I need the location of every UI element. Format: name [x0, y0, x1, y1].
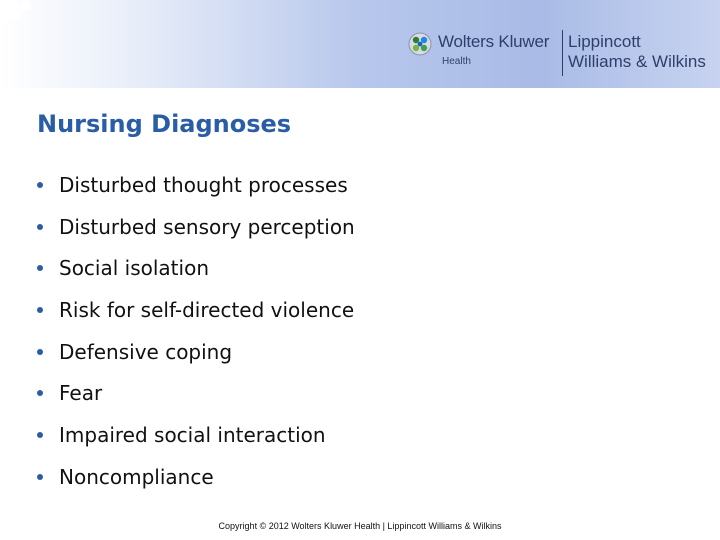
bullet-item: [37, 247, 355, 289]
publisher-logo: [408, 28, 718, 80]
bullet-item: [37, 414, 355, 456]
copyright-footer: [0, 521, 720, 531]
logo-company-name: Wolters Kluwer: [438, 32, 550, 51]
logo-division: Health: [442, 56, 471, 67]
logo-brand: [568, 32, 706, 72]
bullet-text: Defensive coping: [59, 339, 233, 364]
logo-brand-line2: Williams & Wilkins: [568, 52, 706, 71]
bullet-dot-icon: [37, 474, 43, 480]
bullet-text: Fear: [59, 381, 103, 406]
bullet-item: [37, 331, 355, 373]
bullet-item: [37, 372, 355, 414]
bullet-item: [37, 206, 355, 248]
header-band: [0, 0, 720, 88]
bullet-dot-icon: [37, 224, 43, 230]
bullet-dot-icon: [37, 390, 43, 396]
logo-brand-line1: Lippincott: [568, 32, 641, 51]
bullet-text: Risk for self-directed violence: [59, 297, 355, 322]
bullet-text: Social isolation: [59, 256, 209, 281]
bullet-text: Disturbed thought processes: [59, 172, 348, 197]
bullet-dot-icon: [37, 349, 43, 355]
logo-divider: [562, 30, 563, 76]
bullet-dot-icon: [37, 182, 43, 188]
bullet-item: [37, 164, 355, 206]
bullet-dot-icon: [37, 307, 43, 313]
bullet-text: Noncompliance: [59, 464, 214, 489]
corner-decoration: [0, 0, 40, 20]
bullet-dot-icon: [37, 432, 43, 438]
globe-icon: [408, 32, 432, 56]
bullet-text: Impaired social interaction: [59, 422, 326, 447]
bullet-dot-icon: [37, 265, 43, 271]
copyright-text: Copyright © 2012 Wolters Kluwer Health | Lippincott Williams & Wilkins: [218, 521, 502, 531]
bullet-item: [37, 289, 355, 331]
bullet-item: [37, 456, 355, 498]
slide-title: Nursing Diagnoses: [37, 110, 292, 138]
bullet-list: [37, 164, 355, 498]
bullet-text: Disturbed sensory perception: [59, 214, 355, 239]
